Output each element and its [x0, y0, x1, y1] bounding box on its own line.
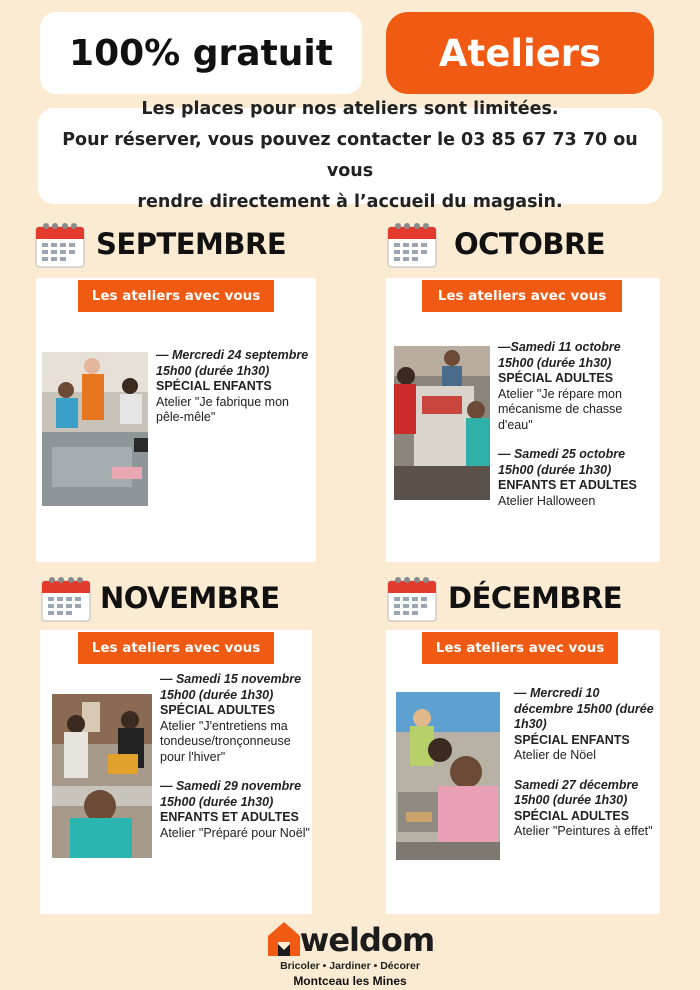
event-item — [514, 778, 658, 840]
month-heading-december — [386, 570, 622, 626]
calendar-icon — [40, 573, 92, 623]
month-card-october — [386, 278, 660, 562]
event-title: Atelier Halloween — [498, 493, 596, 508]
month-title: SEPTEMBRE — [96, 227, 287, 261]
ateliers-banner: Les ateliers avec vous — [78, 632, 274, 664]
store-name: Montceau les Mines — [293, 974, 407, 988]
event-title: Atelier "Préparé pour Noël" — [160, 825, 310, 840]
event-date: — Mercredi 10 décembre 15h00 (durée 1h30) — [514, 686, 654, 731]
event-audience: SPÉCIAL ADULTES — [514, 808, 630, 823]
calendar-icon — [386, 219, 438, 269]
events-list — [514, 686, 658, 854]
month-title: NOVEMBRE — [100, 581, 280, 615]
month-heading-september — [34, 216, 286, 272]
event-title: Atelier "Peintures à effet" — [514, 824, 653, 838]
page-title: Ateliers — [386, 12, 654, 94]
brand-tagline: Bricoler • Jardiner • Décorer — [280, 960, 420, 972]
event-date: — Mercredi 24 septembre 15h00 (durée 1h30) — [156, 348, 309, 378]
event-title: Atelier "Je répare mon mécanisme de chasse d'eau" — [498, 386, 623, 432]
workshop-photo — [396, 692, 500, 860]
event-date: — Samedi 15 novembre 15h00 (durée 1h30) — [160, 672, 302, 702]
calendar-icon — [34, 219, 86, 269]
free-badge: 100% gratuit — [40, 12, 362, 94]
info-line-2: Pour réserver, vous pouvez contacter le 03 85 67 73 70 ou vous — [62, 130, 638, 181]
event-date: Samedi 27 décembre 15h00 (durée 1h30) — [514, 777, 639, 807]
house-icon — [266, 920, 302, 958]
month-title: DÉCEMBRE — [448, 581, 623, 615]
workshop-photo — [394, 346, 490, 500]
month-card-november — [40, 630, 312, 914]
month-heading-november — [40, 570, 280, 626]
weldom-logo — [250, 918, 450, 988]
event-item — [160, 779, 314, 841]
event-audience: ENFANTS ET ADULTES — [160, 810, 299, 824]
events-list — [160, 672, 314, 855]
event-date: — Samedi 29 novembre 15h00 (durée 1h30) — [160, 779, 302, 809]
reservation-info — [38, 99, 662, 212]
calendar-icon — [386, 573, 438, 623]
info-line-3: rendre directement à l’accueil du magasin. — [137, 192, 563, 212]
events-list — [498, 340, 658, 523]
event-title: Atelier "J'entretiens ma tondeuse/tronçonneuse pour l'hiver" — [160, 718, 291, 764]
event-item — [514, 686, 658, 764]
event-audience: SPÉCIAL ADULTES — [160, 703, 276, 717]
event-audience: SPÉCIAL ENFANTS — [514, 732, 630, 747]
month-heading-october — [386, 216, 605, 272]
ateliers-banner: Les ateliers avec vous — [422, 280, 622, 312]
event-title: Atelier "Je fabrique mon pêle-mêle" — [156, 394, 289, 424]
event-audience: SPÉCIAL ENFANTS — [156, 379, 272, 393]
month-card-december — [386, 630, 660, 914]
workshop-photo — [52, 694, 152, 858]
month-card-september — [36, 278, 316, 562]
event-item — [498, 340, 658, 433]
workshop-photo — [42, 352, 148, 506]
events-list — [156, 348, 316, 440]
event-title: Atelier de Nöel — [514, 748, 596, 762]
ateliers-banner: Les ateliers avec vous — [78, 280, 274, 312]
brand-name: weldom — [299, 921, 435, 959]
info-line-1: Les places pour nos ateliers sont limitées. — [141, 99, 559, 119]
event-audience: ENFANTS ET ADULTES — [498, 478, 637, 492]
event-audience: SPÉCIAL ADULTES — [498, 371, 614, 385]
event-date: — Samedi 25 octobre 15h00 (durée 1h30) — [498, 447, 626, 477]
event-date: —Samedi 11 octobre 15h00 (durée 1h30) — [498, 340, 621, 370]
event-item — [160, 672, 314, 765]
event-item — [156, 348, 316, 426]
ateliers-banner: Les ateliers avec vous — [422, 632, 618, 664]
month-title: OCTOBRE — [454, 227, 606, 261]
logo-row — [266, 918, 434, 958]
event-item — [498, 447, 658, 509]
